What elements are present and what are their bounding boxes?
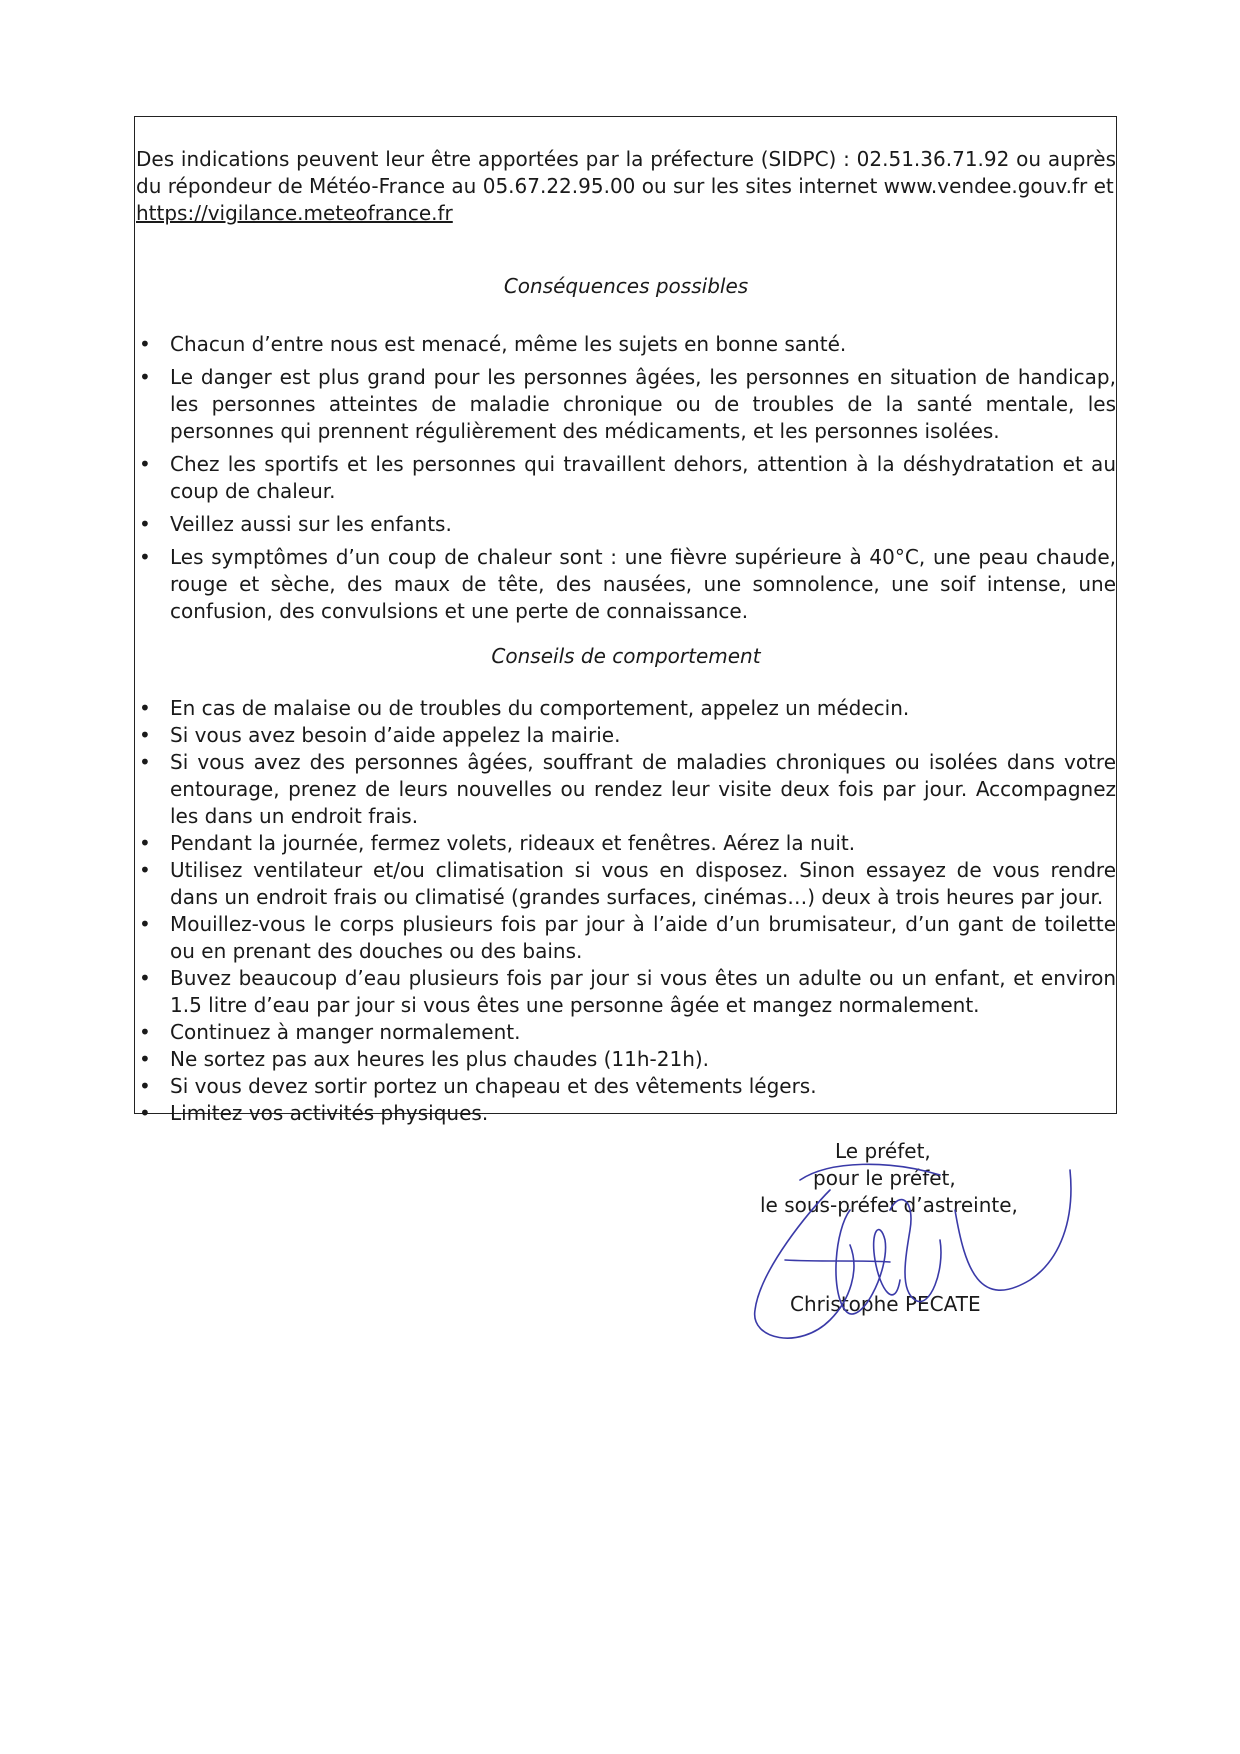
list-item: • Chez les sportifs et les personnes qui travaillent dehors, attention à la déshydratation et au coup de chaleur. [139, 452, 1116, 503]
bullet-icon: • [139, 1101, 151, 1125]
handwritten-signature-icon [740, 1150, 1080, 1350]
list-item: • Mouillez-vous le corps plusieurs fois par jour à l’aide d’un brumisateur, d’un gant de toilette ou en prenant des douches ou des bains. [139, 912, 1116, 963]
list-item: • Pendant la journée, fermez volets, rideaux et fenêtres. Aérez la nuit. [139, 831, 856, 855]
bullet-icon: • [139, 1020, 151, 1044]
list-item: • Chacun d’entre nous est menacé, même les sujets en bonne santé. [139, 332, 847, 356]
bullet-icon: • [139, 723, 151, 747]
bullet-icon: • [139, 1047, 151, 1071]
conseils-list [136, 695, 1116, 1127]
bullet-icon: • [139, 912, 151, 936]
section-title-conseils: Conseils de comportement [491, 644, 761, 668]
list-item: • Buvez beaucoup d’eau plusieurs fois par jour si vous êtes un adulte ou un enfant, et environ 1.5 litre d’eau par jour si vous êtes une personne âgée et mangez normalement. [139, 966, 1116, 1017]
consequences-list [136, 331, 1116, 631]
list-item: • Limitez vos activités physiques. [139, 1101, 489, 1125]
bullet-icon: • [139, 966, 151, 990]
signature-line-pour-le-prefet: pour le préfet, [813, 1166, 956, 1190]
bullet-icon: • [139, 332, 151, 356]
section-title-consequences: Conséquences possibles [503, 274, 749, 298]
list-item: • Si vous devez sortir portez un chapeau et des vêtements légers. [139, 1074, 817, 1098]
bullet-icon: • [139, 512, 151, 536]
bullet-icon: • [139, 750, 151, 774]
list-item: • Continuez à manger normalement. [139, 1020, 521, 1044]
vigilance-link[interactable]: https://vigilance.meteofrance.fr [136, 201, 453, 225]
signatory-name: Christophe PECATE [790, 1292, 981, 1316]
bullet-icon: • [139, 831, 151, 855]
bullet-icon: • [139, 858, 151, 882]
intro-paragraph [136, 146, 1116, 227]
list-item: • Les symptômes d’un coup de chaleur sont : une fièvre supérieure à 40°C, une peau chaude, rouge et sèche, des maux de tête, des nausées, une somnolence, une soif intense, une confusion, des convulsions et une perte de connaissance. [139, 545, 1116, 623]
list-item: • Utilisez ventilateur et/ou climatisation si vous en disposez. Sinon essayez de vous rendre dans un endroit frais ou climatisé (grandes surfaces, cinémas…) deux à trois heures par jour. [139, 858, 1116, 909]
list-item: • Le danger est plus grand pour les personnes âgées, les personnes en situation de handicap, les personnes atteintes de maladie chronique ou de troubles de la santé mentale, les personnes qui prennent régulièrement des médicaments, et les personnes isolées. [139, 365, 1116, 443]
bullet-icon: • [139, 452, 151, 476]
list-item: • Ne sortez pas aux heures les plus chaudes (11h-21h). [139, 1047, 710, 1071]
bullet-icon: • [139, 545, 151, 569]
list-item: • Si vous avez des personnes âgées, souffrant de maladies chroniques ou isolées dans votre entourage, prenez de leurs nouvelles ou rendez leur visite deux fois par jour. Accompagnez les dans un endroit frais. [139, 750, 1116, 828]
signature-line-prefet: Le préfet, [835, 1139, 931, 1163]
list-item: • Si vous avez besoin d’aide appelez la mairie. [139, 723, 621, 747]
intro-text: Des indications peuvent leur être apportées par la préfecture (SIDPC) : 02.51.36.71.92 ou auprès du répondeur de Météo-France au 05.67.22.95.00 ou sur les sites internet www.vendee.gouv.fr et [136, 147, 1116, 198]
bullet-icon: • [139, 365, 151, 389]
list-item: • Veillez aussi sur les enfants. [139, 512, 452, 536]
bullet-icon: • [139, 1074, 151, 1098]
bullet-icon: • [139, 696, 151, 720]
list-item: • En cas de malaise ou de troubles du comportement, appelez un médecin. [139, 696, 910, 720]
signature-line-sous-prefet: le sous-préfet d’astreinte, [760, 1193, 1018, 1217]
